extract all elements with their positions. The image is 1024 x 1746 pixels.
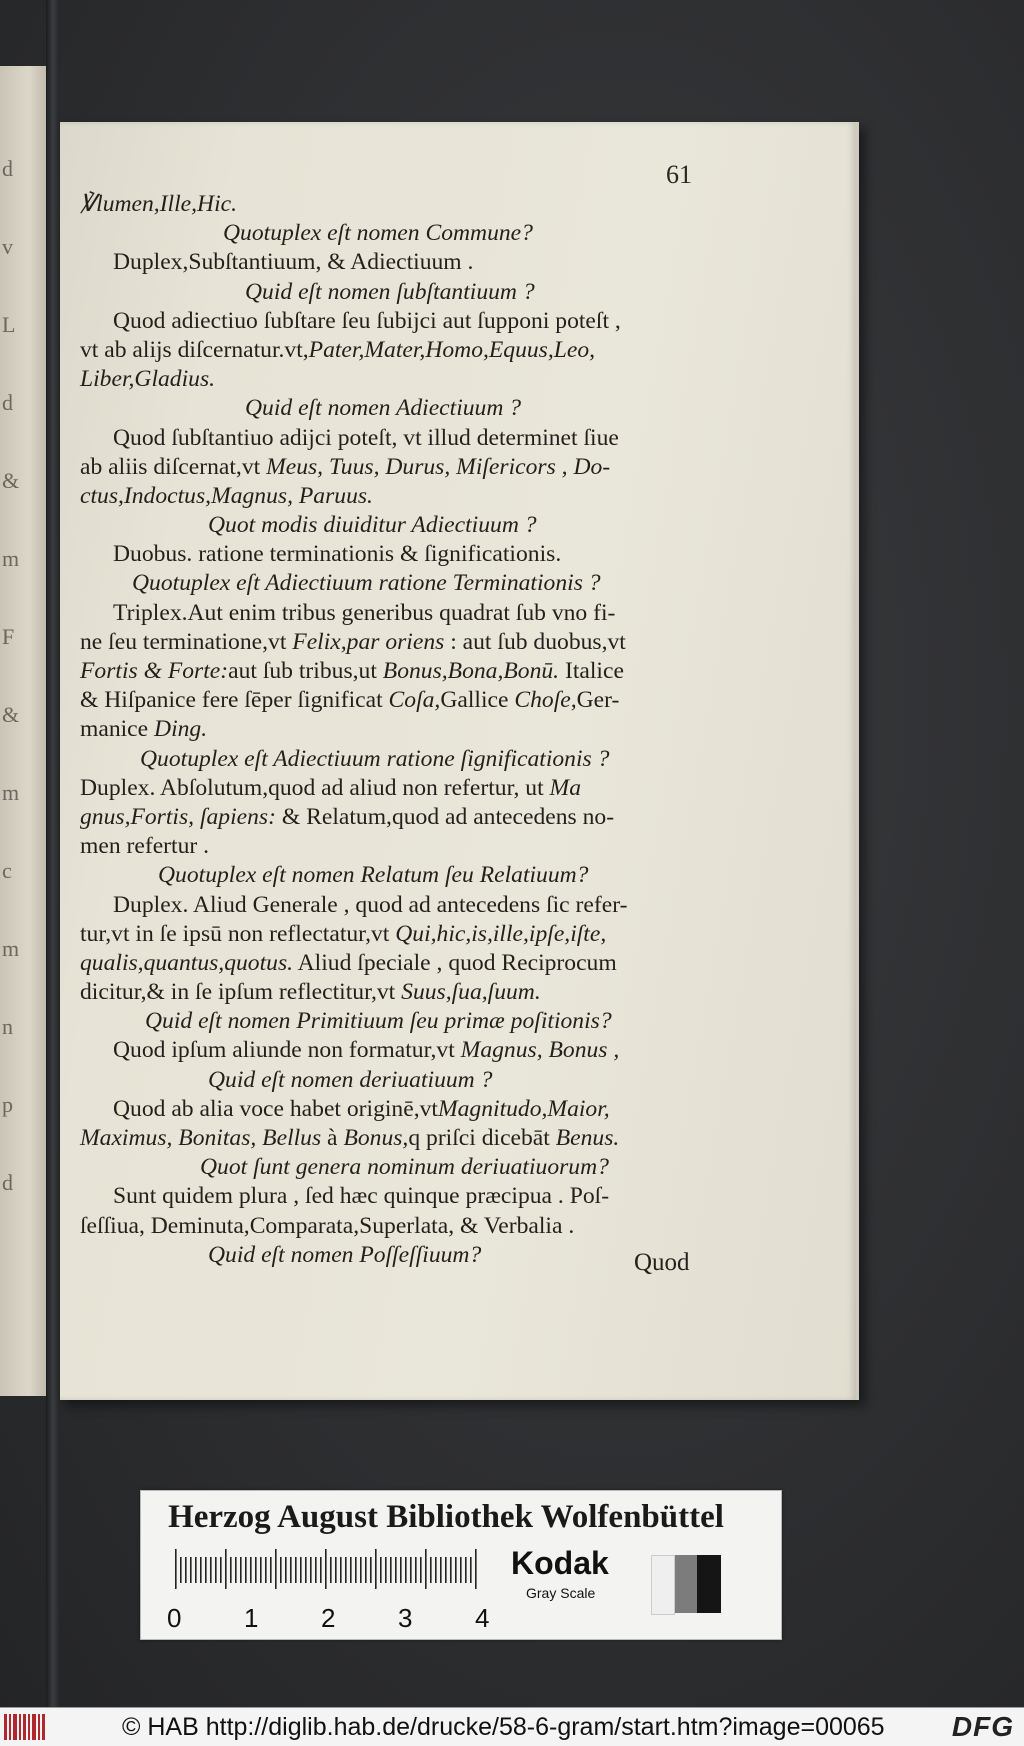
ruler-tick xyxy=(210,1557,212,1583)
ruler-tick xyxy=(185,1557,187,1583)
left-page-fragment: m xyxy=(2,546,20,571)
text-segment: Quotuplex eſt nomen Relatum ſeu Relatiuum? xyxy=(158,862,589,889)
text-segment: Quot modis diuiditur Adiectiuum ? xyxy=(208,512,537,539)
left-page-fragment: & xyxy=(2,702,20,727)
text-segment: men refertur . xyxy=(80,833,210,860)
text-segment: Bonus,Bona,Bonū. xyxy=(382,658,560,684)
ruler-tick xyxy=(250,1557,252,1583)
text-segment: : aut ſub duobus,vt xyxy=(444,628,626,655)
question-heading xyxy=(80,569,730,598)
ruler-tick xyxy=(175,1549,177,1589)
left-page-edge xyxy=(0,66,50,1396)
text-segment: Coſa, xyxy=(388,687,441,714)
ruler-tick xyxy=(450,1557,452,1583)
text-line xyxy=(80,248,730,277)
ruler-tick xyxy=(315,1557,317,1583)
book-gutter xyxy=(46,0,60,1745)
ruler-tick xyxy=(255,1557,257,1583)
question-heading xyxy=(80,394,730,423)
question-heading xyxy=(80,219,730,248)
ruler-tick xyxy=(370,1557,372,1583)
footer-bar xyxy=(0,1707,1024,1746)
text-line xyxy=(80,307,730,336)
ruler-tick xyxy=(410,1557,412,1583)
text-line xyxy=(80,686,730,715)
ruler-tick xyxy=(335,1557,337,1583)
text-segment: Italice xyxy=(559,658,624,684)
text-line xyxy=(80,920,730,949)
text-line xyxy=(80,715,730,744)
text-segment: gnus,Fortis, ſapiens: xyxy=(80,803,276,830)
ruler-tick xyxy=(310,1557,312,1583)
text-segment: Felix,par oriens xyxy=(292,628,445,655)
ruler-tick xyxy=(180,1557,182,1583)
ruler-tick xyxy=(230,1557,232,1583)
text-segment: Duplex. Abſolutum,quod ad aliud non refertur, ut xyxy=(80,774,550,801)
ruler-tick xyxy=(465,1557,467,1583)
ruler-tick xyxy=(215,1557,217,1583)
text-segment: ſeſſiua, Deminuta,Comparata,Superlata, & Verbalia . xyxy=(80,1212,575,1239)
text-segment: Fortis & Forte: xyxy=(80,658,229,684)
ruler-tick xyxy=(375,1549,377,1589)
text-segment: Gallice xyxy=(440,687,515,714)
text-line xyxy=(80,336,730,365)
text-segment: vt ab alijs diſcernatur.vt, xyxy=(80,336,309,363)
left-page-fragment: v xyxy=(2,234,13,259)
ruler-tick xyxy=(405,1557,407,1583)
ruler-tick xyxy=(435,1557,437,1583)
ruler-tick xyxy=(225,1549,227,1589)
ruler-tick xyxy=(425,1549,427,1589)
left-page-fragment: c xyxy=(2,858,12,883)
ruler-tick xyxy=(205,1557,207,1583)
ruler-tick xyxy=(285,1557,287,1583)
text-line xyxy=(80,978,730,1007)
left-page-fragment: & xyxy=(2,468,20,493)
text-line xyxy=(80,1124,730,1153)
text-segment: & Relatum,quod ad antecedens no- xyxy=(275,803,615,830)
library-title: Herzog August Bibliothek Wolfenbüttel xyxy=(168,1499,724,1535)
text-segment: q priſci dicebāt xyxy=(408,1125,556,1151)
text-segment: ne ſeu terminatione,vt xyxy=(80,628,293,655)
page-text xyxy=(80,190,730,1270)
ruler-tick xyxy=(420,1557,422,1583)
text-line xyxy=(80,365,730,394)
ruler-tick xyxy=(280,1557,282,1583)
ruler-tick xyxy=(260,1557,262,1583)
text-segment: Magnitudo,Maior, xyxy=(437,1095,610,1122)
ruler-tick xyxy=(295,1557,297,1583)
ruler-tick xyxy=(270,1557,272,1583)
left-page-fragment: n xyxy=(2,1014,13,1039)
ruler-tick xyxy=(275,1549,277,1589)
ruler-tick xyxy=(340,1557,342,1583)
text-segment: Meus, Tuus, Durus, Miſericors , Do- xyxy=(266,453,611,480)
text-segment: ab aliis diſcernat,vt xyxy=(80,453,267,480)
ruler-tick xyxy=(300,1557,302,1583)
text-line xyxy=(80,657,730,686)
question-heading xyxy=(80,1007,730,1036)
text-line xyxy=(80,1212,730,1241)
text-segment: Sunt quidem plura , ſed hæc quinque præcipua . Poſ- xyxy=(113,1183,610,1210)
text-segment: Duplex. Aliud Generale , quod ad antecedens ſic refer- xyxy=(113,891,628,918)
text-line xyxy=(80,453,730,482)
ruler-tick xyxy=(365,1557,367,1583)
text-line xyxy=(80,1182,730,1211)
text-segment: aut ſub tribus,ut xyxy=(228,658,383,684)
ruler-tick xyxy=(235,1557,237,1583)
ruler-tick xyxy=(355,1557,357,1583)
text-segment: dicitur,& in ſe ipſum reflectitur,vt xyxy=(80,979,402,1006)
ruler-tick xyxy=(350,1557,352,1583)
text-segment: Ma xyxy=(549,774,581,801)
left-page-fragment: L xyxy=(2,312,16,337)
text-segment: & Hiſpanice fere ſēper ſignificat xyxy=(80,687,389,714)
text-line xyxy=(80,774,730,803)
scale-card xyxy=(140,1490,782,1640)
ruler-tick xyxy=(240,1557,242,1583)
text-segment: ℣lumen,Ille,Hic. xyxy=(80,191,237,217)
question-heading xyxy=(80,745,730,774)
text-segment: Quod adiectiuo ſubſtare ſeu ſubijci aut ſupponi poteſt , xyxy=(113,307,621,334)
text-segment: Liber,Gladius. xyxy=(80,366,216,393)
question-heading xyxy=(80,861,730,890)
text-segment: Suus,ſua,ſuum. xyxy=(401,979,541,1006)
ruler-tick xyxy=(330,1557,332,1583)
ruler-tick xyxy=(440,1557,442,1583)
text-segment: Benus. xyxy=(555,1125,620,1151)
question-heading xyxy=(80,1066,730,1095)
text-segment: Triplex.Aut enim tribus generibus quadrat ſub vno fi- xyxy=(113,599,616,626)
ruler-tick xyxy=(430,1557,432,1583)
credit-link[interactable]: © HAB http://diglib.hab.de/drucke/58-6-gram/start.htm?image=00065 xyxy=(122,1713,885,1741)
question-heading xyxy=(80,1153,730,1182)
text-segment: Duplex,Subſtantiuum, & Adiectiuum . xyxy=(113,249,474,276)
left-page-fragment: m xyxy=(2,936,20,961)
ruler-tick xyxy=(200,1557,202,1583)
ruler-tick xyxy=(195,1557,197,1583)
text-segment: Qui,hic,is,ille,ipſe,iſte, xyxy=(395,920,607,947)
text-segment: Choſe, xyxy=(514,687,577,714)
text-segment: Quod ſubſtantiuo adijci poteſt, vt illud determinet ſiue xyxy=(113,424,619,451)
ruler-tick xyxy=(385,1557,387,1583)
text-line xyxy=(80,1036,730,1065)
catchword: Quod xyxy=(634,1249,690,1276)
question-heading xyxy=(80,511,730,540)
text-line xyxy=(80,803,730,832)
ruler-tick xyxy=(445,1557,447,1583)
ruler-tick xyxy=(360,1557,362,1583)
ruler-tick xyxy=(415,1557,417,1583)
text-segment: Quid eſt nomen Adiectiuum ? xyxy=(245,395,522,422)
text-segment: Quid eſt nomen deriuatiuum ? xyxy=(208,1066,493,1093)
left-page-fragment: m xyxy=(2,780,20,805)
text-line xyxy=(80,540,730,569)
ruler-tick xyxy=(395,1557,397,1583)
text-segment: Ger- xyxy=(576,687,620,714)
ruler-tick xyxy=(475,1549,477,1589)
text-segment: qualis,quantus,quotus. xyxy=(80,949,294,976)
ruler-number: 1 xyxy=(244,1603,259,1633)
text-segment: tur,vt in ſe ipsū non reflectatur,vt xyxy=(80,920,396,947)
left-page-fragment: d xyxy=(2,1170,13,1195)
ruler-tick xyxy=(245,1557,247,1583)
left-page-fragment: d xyxy=(2,156,13,181)
text-segment: Magnus, Bonus , xyxy=(460,1037,620,1064)
ruler-tick xyxy=(345,1557,347,1583)
ruler-tick xyxy=(290,1557,292,1583)
ruler-tick xyxy=(325,1549,327,1589)
ruler-tick xyxy=(470,1557,472,1583)
left-page-fragment: p xyxy=(2,1092,13,1117)
ruler-tick xyxy=(265,1557,267,1583)
gray-swatch-mid xyxy=(675,1555,697,1613)
ruler-tick xyxy=(390,1557,392,1583)
page-number: 61 xyxy=(666,160,692,189)
ruler-number: 2 xyxy=(321,1603,336,1633)
text-segment: Duobus. ratione terminationis & ſignificationis. xyxy=(113,541,562,568)
text-segment: Quod ab alia voce habet originē,vt xyxy=(113,1095,438,1122)
text-segment: Bonus, xyxy=(343,1125,409,1151)
text-line xyxy=(80,424,730,453)
text-line xyxy=(80,482,730,511)
ruler-tick xyxy=(220,1557,222,1583)
barcode-icon xyxy=(4,1714,46,1740)
text-segment: à xyxy=(321,1125,344,1151)
text-segment: Quotuplex eſt Adiectiuum ratione Terminationis ? xyxy=(132,570,601,597)
gray-swatch-light xyxy=(651,1555,675,1615)
text-line xyxy=(80,891,730,920)
text-line xyxy=(80,190,730,219)
ruler-icon xyxy=(173,1549,483,1589)
ruler-tick xyxy=(400,1557,402,1583)
text-line xyxy=(80,832,730,861)
ruler-number: 0 xyxy=(167,1603,182,1633)
question-heading xyxy=(80,278,730,307)
ruler-tick xyxy=(460,1557,462,1583)
gray-swatch-dark xyxy=(697,1555,721,1613)
ruler-tick xyxy=(305,1557,307,1583)
text-segment: Quid eſt nomen Primitiuum ſeu primæ poſitionis? xyxy=(145,1008,612,1035)
ruler-number: 3 xyxy=(398,1603,413,1633)
text-line xyxy=(80,628,730,657)
text-segment: Quod ipſum aliunde non formatur,vt xyxy=(113,1037,461,1064)
text-segment: Maximus, Bonitas, Bellus xyxy=(80,1125,322,1151)
left-page-fragment: F xyxy=(2,624,15,649)
text-segment: Quot ſunt genera nominum deriuatiuorum? xyxy=(200,1154,609,1181)
text-segment: Quotuplex eſt nomen Commune? xyxy=(223,220,533,247)
dfg-logo: DFG xyxy=(951,1711,1014,1742)
ruler-tick xyxy=(380,1557,382,1583)
text-segment: Aliud ſpeciale , quod Reciprocum xyxy=(293,949,617,976)
left-page-fragment: d xyxy=(2,390,13,415)
text-line xyxy=(80,949,730,978)
text-segment: manice xyxy=(80,716,155,743)
text-line xyxy=(80,599,730,628)
text-line xyxy=(80,1095,730,1124)
text-segment: ctus,Indoctus,Magnus, Paruus. xyxy=(80,482,373,509)
gray-scale-label: Gray Scale xyxy=(526,1585,596,1601)
text-segment: Quid eſt nomen ſubſtantiuum ? xyxy=(245,278,535,305)
ruler-tick xyxy=(320,1557,322,1583)
ruler-tick xyxy=(190,1557,192,1583)
ruler-number: 4 xyxy=(475,1603,490,1633)
question-heading xyxy=(80,1241,730,1270)
text-segment: Quid eſt nomen Poſſeſſiuum? xyxy=(208,1241,482,1268)
text-segment: Quotuplex eſt Adiectiuum ratione ſignificationis ? xyxy=(140,745,610,772)
text-segment: Pater,Mater,Homo,Equus,Leo, xyxy=(308,336,596,363)
ruler-tick xyxy=(455,1557,457,1583)
text-segment: Ding. xyxy=(154,716,208,743)
kodak-logo: Kodak xyxy=(511,1545,609,1581)
